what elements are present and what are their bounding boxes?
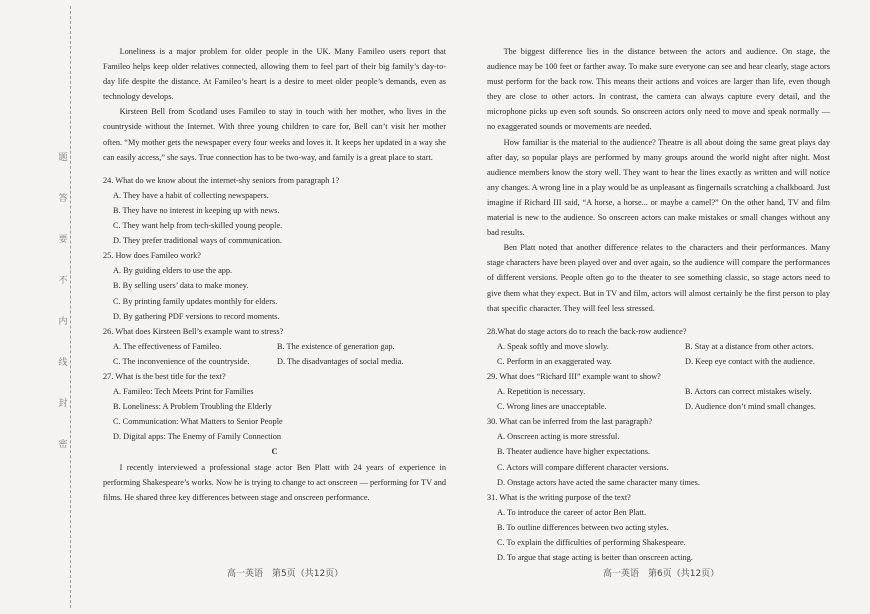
binding-char: 线 [58,358,68,368]
question-24 [103,173,446,248]
question-stem: 29. What does “Richard III” example want to show? [487,371,661,381]
binding-dashed-line [70,6,71,608]
option-c: C. To explain the difficulties of performing Shakespeare. [497,538,686,547]
question-stem: 26. What does Kirsteen Bell’s example want to stress? [103,326,284,336]
binding-char: 答 [58,194,68,204]
option-c: C. The inconvenience of the countryside. [113,356,250,366]
question-stem: 30. What can be inferred from the last paragraph? [487,417,653,427]
option-b: B. Loneliness: A Problem Troubling the Elderly [113,402,272,412]
passage-c-paragraph-3: How familiar is the material to the audience? Theatre is all about doing the same great plays day after day, so popular plays are performed by many groups around the world night after night. Most audience members know the story well. They want to hear the lines exactly as written and will notice any changes. A wrong line in a play would be as unpleasant as fingernails scratching a chalkboard. Just imagine if Richard III said, “A horse, a horse... or maybe a camel?” On the other hand, TV and film material is new to the audience. So onscreen actors can make mistakes or small changes without any bad results. [487,137,830,238]
question-29 [487,369,830,414]
option-a: A. Famileo: Tech Meets Print for Families [113,387,254,397]
option-d: D. By gathering PDF versions to record moments. [113,311,280,321]
option-a: A. Speak softly and move slowly. [497,341,609,351]
option-c: C. They want help from tech-skilled young people. [113,221,283,231]
page-footer-right: 高一英语 第6页（共12页） [603,569,720,579]
option-d: D. Audience don’t mind small changes. [685,402,816,412]
question-stem: 25. How does Famileo work? [103,251,201,261]
option-c: C. Actors will compare different character versions. [497,462,669,472]
binding-margin-text [56,150,70,450]
question-stem: 31. What is the writing purpose of the text? [487,492,631,502]
binding-char: 题 [58,153,68,163]
option-d: D. They prefer traditional ways of communication. [113,236,282,246]
option-b: B. Theater audience have higher expectations. [497,447,651,457]
option-a: A. The effectiveness of Famileo. [113,341,222,351]
option-b: B. By selling users’ data to make money. [113,281,249,291]
question-30 [487,414,830,489]
question-stem: 27. What is the best title for the text? [103,371,226,381]
option-d: D. Onstage actors have acted the same character many times. [497,477,700,487]
question-25 [103,248,446,323]
binding-char: 封 [58,399,68,409]
right-page-column [487,44,830,565]
option-a: A. By guiding elders to use the app. [113,266,233,276]
option-c: C. Wrong lines are unacceptable. [497,402,607,412]
option-a: A. They have a habit of collecting newspapers. [113,190,269,200]
passage-b-paragraph-1: Loneliness is a major problem for older people in the UK. Many Famileo users report that Famileo helps keep older relatives connected, allowing them to feel part of their big family’s day-to-day life despite the distance. At Famileo’s heart is a desire to meet older people’s demands, even as technology develops. [103,47,446,102]
option-d: D. The disadvantages of social media. [277,356,404,366]
option-d: D. Keep eye contact with the audience. [685,356,815,366]
option-c: C. By printing family updates monthly for elders. [113,296,278,306]
passage-c-paragraph-1: I recently interviewed a professional stage actor Ben Platt with 24 years of experience in performing Shakespeare’s works. Now he is trying to change to act onscreen — performing for TV and films. He shared three key differences between stage and onscreen performance. [103,462,446,502]
passage-b-paragraph-2: Kirsteen Bell from Scotland uses Famileo to stay in touch with her mother, who lives in the countryside without the Internet. With three young children to care for, Bell can’t visit her mother often. “My mother gets the newspaper every four weeks and loves it. It keeps her updated in a way she can easily access,” she says. True connection has to be two-way, and family is a great place to start. [103,107,446,162]
section-c-heading: C [271,447,278,457]
binding-char: 要 [58,235,68,245]
question-stem: 28.What do stage actors do to reach the back-row audience? [487,326,687,336]
question-stem: 24. What do we know about the internet-shy seniors from paragraph 1? [103,175,340,185]
option-a: A. To introduce the career of actor Ben Platt. [497,507,647,517]
option-b: B. The existence of generation gap. [277,341,395,351]
left-page-column [103,44,446,505]
option-d: D. To argue that stage acting is better than onscreen acting. [497,553,693,563]
option-b: B. Stay at a distance from other actors. [685,341,814,351]
question-28 [487,324,830,369]
option-a: A. Repetition is necessary. [497,387,586,397]
option-d: D. Digital apps: The Enemy of Family Connection [113,432,282,442]
page-footer-left: 高一英语 第5页（共12页） [227,569,344,579]
option-c: C. Perform in an exaggerated way. [497,356,612,366]
passage-c-paragraph-4: Ben Platt noted that another difference relates to the characters and their performances. Many stage characters have been played over and over again, so the audience will compare the performances of different versions. People often go to the theater to see something classic, so stage actors need to give them what they expect. But in TV and film, actors will almost certainly be the first person to play that specific character. They will feel less stressed. [487,243,830,313]
option-a: A. Onscreen acting is more stressful. [497,432,620,442]
binding-char: 密 [58,440,68,450]
option-c: C. Communication: What Matters to Senior People [113,417,283,427]
binding-char: 内 [58,317,68,327]
question-27 [103,369,446,444]
question-31 [487,490,830,565]
passage-c-paragraph-2: The biggest difference lies in the distance between the actors and audience. On stage, the audience may be 100 feet or farther away. To make sure everyone can see and hear clearly, stage actors must perform for the back row. This means their actions and voices are larger than life, even though they are close to other actors. In contrast, the camera can always capture every detail, and the microphone picks up even soft sounds. So onscreen actors only need to move and speak normally — no exaggerated sounds or movements are needed. [487,47,830,132]
question-26 [103,324,446,369]
option-b: B. They have no interest in keeping up with news. [113,205,280,215]
binding-char: 不 [58,276,68,286]
option-b: B. Actors can correct mistakes wisely. [685,387,812,397]
option-b: B. To outline differences between two acting styles. [497,522,669,532]
